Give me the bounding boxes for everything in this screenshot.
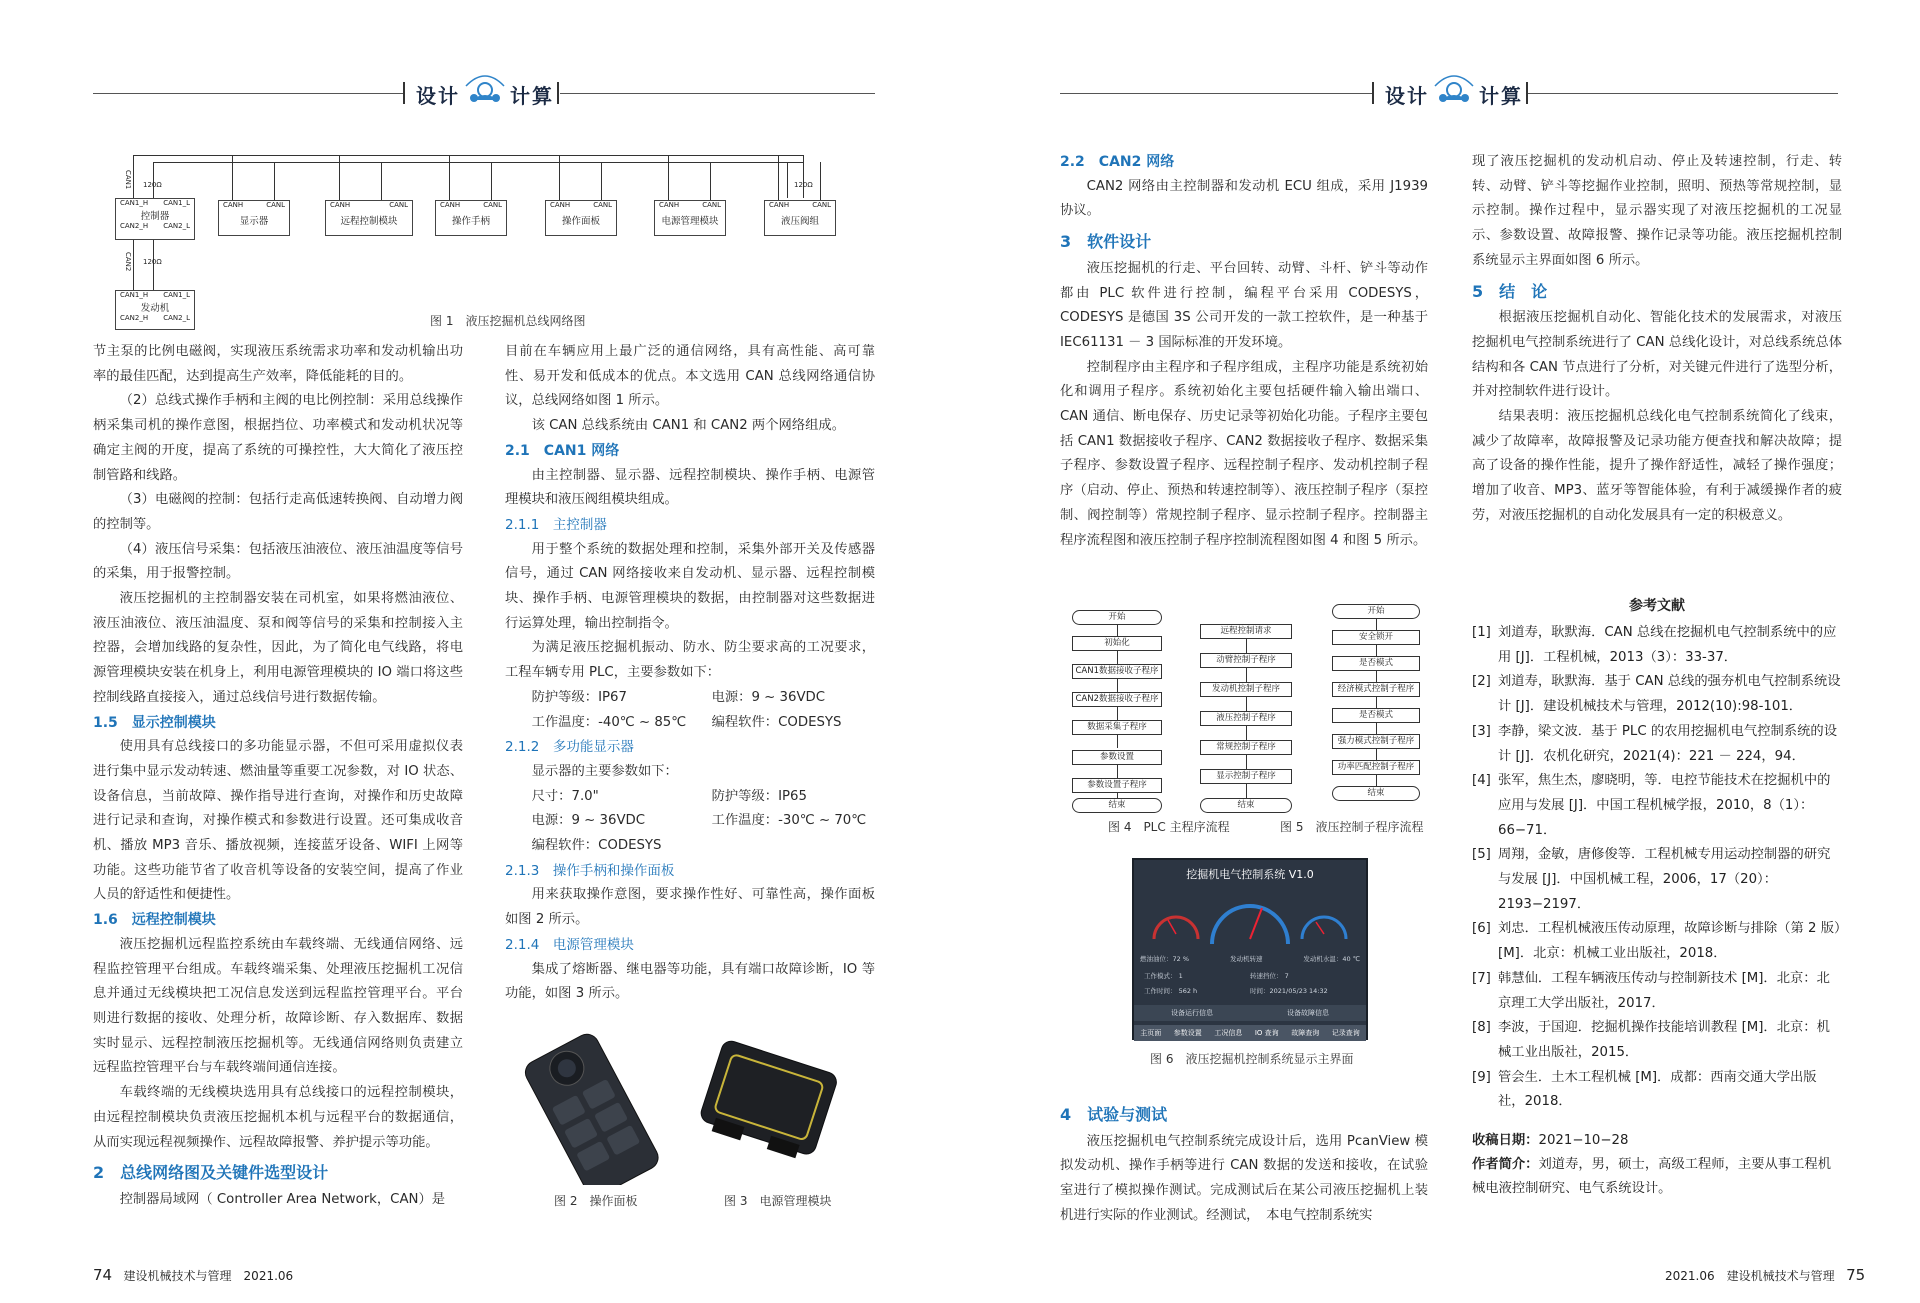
- port-label: CAN2_H: [120, 222, 149, 230]
- paragraph: 液压挖掘机远程监控系统由车载终端、无线通信网络、远程监控管理平台组成。车载终端采集、处理液压挖掘机工况信息并通过无线模块把工况信息发送到远程监控管理平台。平台则进行数据的接收、处理分析，故障诊断、存入数据库、数据实时显示、远程控制液压挖掘机等。无线通信网络则负责建立远程监控管理平台与车载终端间通信连接。: [93, 936, 463, 1076]
- process-step: 远程控制请求: [1200, 624, 1292, 639]
- parameter: 电源：9 ~ 36VDC: [531, 813, 646, 829]
- author-bio: [1472, 1153, 1842, 1201]
- flow-arrow: [1246, 726, 1247, 740]
- tab-device-running-info[interactable]: 设备运行信息: [1171, 1009, 1213, 1017]
- port-label: CANL: [389, 201, 408, 209]
- engine-label: 发动机: [140, 303, 170, 314]
- can-node-label: 操作面板: [561, 216, 600, 227]
- can-node: [545, 200, 617, 236]
- port-label: CAN1_L: [163, 199, 190, 207]
- parameter-row: [505, 785, 875, 810]
- info-row: 工作模式： 1: [1144, 972, 1183, 980]
- paragraph: 控制器局域网（ Controller Area Network，CAN）是: [119, 1191, 446, 1207]
- figure-1-caption: 图 1 液压挖掘机总线网络图: [430, 314, 586, 328]
- left-column-2: [505, 340, 875, 1007]
- paragraph: 目前在车辆应用上最广泛的通信网络，具有高性能、高可靠性、易开发和低成本的优点。本文选用 CAN 总线网络通信协议，总线网络如图 1 所示。: [505, 344, 875, 409]
- right-column-2: [1472, 150, 1842, 529]
- subsubsection-heading: 2.1.2 多功能显示器: [505, 739, 634, 756]
- cloud-computing-icon: [1431, 68, 1477, 108]
- water-temp-readout: 发动机水温：40 ℃: [1303, 955, 1360, 963]
- parameter: 电源：9 ~ 36VDC: [711, 689, 826, 705]
- reference-text: 张军，焦生杰，廖晓明，等．电控节能技术在挖掘机中的应用与发展 [J]．中国工程机械学报，2010，8（1）：66−71．: [1498, 773, 1831, 838]
- bus-drop: [601, 162, 602, 200]
- process-step: 是否模式: [1332, 708, 1420, 723]
- flow-arrow: [1117, 707, 1118, 720]
- rpm-readout: 发动机转速: [1229, 955, 1263, 963]
- port-label: CAN1_H: [120, 291, 149, 299]
- paragraph: （4）液压信号采集：包括液压油液位、液压油温度等信号的采集，用于报警控制。: [93, 541, 463, 582]
- reference-text: 韩慧仙．工程车辆液压传动与控制新技术 [M]．北京：北京理工大学出版社，2017．: [1498, 970, 1830, 1011]
- journal-name: 建设机械技术与管理 2021.06: [123, 1269, 294, 1283]
- paragraph: 为满足液压挖掘机振动、防水、防尘要求高的工况要求，工程车辆专用 PLC，主要参数如下：: [505, 640, 875, 681]
- can-node: [654, 200, 726, 236]
- can-node-label: 显示器: [239, 216, 269, 227]
- reference-number: [1]: [1472, 625, 1491, 640]
- port-label: CANL: [812, 201, 831, 209]
- flow-arrow: [1376, 775, 1377, 786]
- can-node: [218, 200, 290, 236]
- process-step: 功率匹配控制子程序: [1332, 760, 1420, 775]
- terminal: 结束: [1332, 786, 1420, 801]
- operation-panel-image: [520, 1015, 680, 1185]
- figure-5-caption: 图 5 液压控制子程序流程: [1280, 820, 1424, 834]
- tab-working-conditions[interactable]: 工况信息: [1214, 1029, 1243, 1037]
- terminal: 开始: [1332, 604, 1420, 619]
- paragraph: 集成了熔断器、继电器等功能，具有端口故障诊断，IO 等功能，如图 3 所示。: [505, 961, 875, 1002]
- reference-number: [5]: [1472, 847, 1491, 863]
- can1-l-bus: [153, 162, 803, 163]
- subsubsection-heading: 2.1.1 主控制器: [505, 516, 607, 533]
- reference-item: [1472, 1066, 1842, 1115]
- header-rule: [560, 93, 875, 94]
- figure-2-caption: 图 2 操作面板: [554, 1194, 638, 1208]
- paragraph: 编程软件：CODESYS: [531, 838, 662, 854]
- bus-drop: [133, 155, 134, 198]
- references-section: [1472, 595, 1842, 1201]
- paragraph: 节主泵的比例电磁阀，实现液压系统需求功率和发动机输出功率的最佳匹配，达到提高生产效率，降低能耗的目的。: [93, 344, 463, 384]
- references-list: [1472, 621, 1842, 1115]
- can2-line: [133, 240, 134, 290]
- parameter-row: [505, 809, 875, 834]
- info-row: 转速挡位： 7: [1250, 972, 1289, 980]
- page-number: 74: [93, 1266, 113, 1284]
- port-label: CANL: [483, 201, 502, 209]
- flow-arrow: [1117, 679, 1118, 692]
- process-step: 常规控制子程序: [1200, 740, 1292, 755]
- terminal: 结束: [1072, 798, 1162, 813]
- right-footer: [1665, 1266, 1865, 1284]
- process-step: 安全锁开: [1332, 630, 1420, 645]
- figure-4-caption: 图 4 PLC 主程序流程: [1108, 820, 1230, 834]
- reference-item: [1472, 917, 1842, 966]
- screen-title: 挖掘机电气控制系统 V1.0: [1186, 868, 1314, 881]
- header-title-design: 设计: [416, 84, 460, 108]
- reference-number: [8]: [1472, 1020, 1491, 1036]
- process-step: 动臂控制子程序: [1200, 653, 1292, 668]
- section-heading: 3 软件设计: [1060, 232, 1152, 252]
- reference-number: [9]: [1472, 1069, 1491, 1085]
- received-date: [1472, 1129, 1842, 1153]
- paragraph: CAN2 网络由主控制器和发动机 ECU 组成，采用 J1939 协议。: [1060, 178, 1428, 219]
- port-label: CANH: [440, 201, 461, 209]
- process-step: 参数设置: [1072, 750, 1162, 765]
- flow-arrow: [1246, 755, 1247, 769]
- received-label: 收稿日期：: [1472, 1133, 1539, 1149]
- bus-drop: [339, 155, 340, 200]
- port-label: CAN2_L: [163, 314, 190, 322]
- resistor-label: 120Ω: [143, 181, 162, 189]
- bus-drop: [153, 162, 154, 198]
- controller-node: [115, 198, 195, 240]
- can-node: [764, 200, 836, 236]
- reference-number: [3]: [1472, 723, 1491, 739]
- bus-drop: [449, 155, 450, 200]
- port-label: CANL: [702, 201, 721, 209]
- process-step: CAN1数据接收子程序: [1072, 664, 1162, 679]
- parameter: 工作温度：-40℃ ~ 85℃: [531, 714, 687, 730]
- parameter: 尺寸：7.0": [531, 788, 599, 804]
- paragraph: 用于整个系统的数据处理和控制，采集外部开关及传感器信号，通过 CAN 网络接收来自发动机、显示器、远程控制模块、操作手柄、电源管理模块的数据，由控制器对这些数据进行运算处理，输出控制指令。: [505, 541, 875, 631]
- bus-drop: [381, 162, 382, 200]
- header-rule: [1528, 93, 1838, 94]
- process-step: 是否模式: [1332, 656, 1420, 671]
- port-label: CANL: [266, 201, 285, 209]
- paragraph: 现了液压挖掘机的发动机启动、停止及转速控制，行走、转转、动臂、铲斗等挖掘作业控制，照明、预热等常规控制，显示控制。操作过程中，显示器实现了对液压挖掘机的工况显示、参数设置、故障报警、操作记录等功能。液压挖掘机控制系统显示主界面如图 6 所示。: [1472, 154, 1842, 268]
- can-node-label: 操作手柄: [451, 216, 490, 227]
- right-column-1: [1060, 150, 1428, 553]
- can-node: [435, 200, 507, 236]
- reference-text: 刘道寿，耿默海．CAN 总线在挖掘机电气控制系统中的应用 [J]．工程机械，2013（3）：33-37．: [1498, 625, 1837, 665]
- info-row: 时间：2021/05/23 14:32: [1250, 987, 1328, 995]
- reference-item: [1472, 1016, 1842, 1065]
- bus-drop: [491, 162, 492, 200]
- engine-node: [115, 290, 195, 330]
- tab-parameter-settings[interactable]: 参数设置: [1173, 1029, 1202, 1037]
- fuel-readout: 燃油油位：72 %: [1140, 955, 1190, 963]
- can-node-label: 远程控制模块: [340, 216, 398, 227]
- paragraph: 由主控制器、显示器、远程控制模块、操作手柄、电源管理模块和液压阀组模块组成。: [505, 467, 875, 508]
- flow-arrow: [1117, 735, 1118, 748]
- port-label: CAN2_H: [120, 314, 149, 322]
- bus-drop: [559, 155, 560, 200]
- info-row: 工作时间： 562 h: [1144, 987, 1198, 995]
- header-tick: [557, 82, 559, 104]
- author-label: 作者简介：: [1472, 1157, 1539, 1173]
- resistor-label: 120Ω: [794, 181, 813, 189]
- port-label: CANH: [330, 201, 351, 209]
- paragraph: 用来获取操作意图，要求操作性好、可靠性高，操作面板如图 2 所示。: [505, 887, 875, 928]
- tab-io-query[interactable]: IO 查询: [1254, 1029, 1279, 1037]
- process-step: 发动机控制子程序: [1200, 682, 1292, 697]
- power-management-module-image: [688, 1035, 848, 1165]
- bus-drop: [710, 162, 711, 200]
- bus-drop: [668, 155, 669, 200]
- bus-drop: [803, 155, 804, 198]
- left-footer: [93, 1266, 293, 1284]
- flow-arrow: [1376, 671, 1377, 682]
- can1-label: CAN1: [124, 170, 132, 190]
- subsection-heading: 1.6 远程控制模块: [93, 912, 216, 929]
- can1-h-bus: [133, 155, 803, 156]
- controller-label: 控制器: [140, 211, 170, 222]
- parameter: 编程软件：CODESYS: [711, 714, 842, 730]
- process-step: 经济模式控制子程序: [1332, 682, 1420, 697]
- paragraph: （3）电磁阀的控制：包括行走高低速转换阀、自动增力阀的控制等。: [93, 492, 463, 532]
- flow-arrow: [1376, 645, 1377, 656]
- flow-arrow: [1117, 651, 1118, 664]
- tab-fault-query[interactable]: 故障查询: [1291, 1029, 1320, 1037]
- can2-label: CAN2: [124, 252, 132, 272]
- header-tick: [1526, 82, 1528, 104]
- process-step: 数据采集子程序: [1072, 720, 1162, 735]
- process-step: 参数设置子程序: [1072, 778, 1162, 793]
- section-heading: 2 总线网络图及关键件选型设计: [93, 1163, 329, 1183]
- reference-number: [4]: [1472, 773, 1491, 789]
- process-step: CAN2数据接收子程序: [1072, 692, 1162, 707]
- reference-text: 刘忠．工程机械液压传动原理，故障诊断与排除（第 2 版）[M]．北京：机械工业出版社，2018．: [1498, 921, 1841, 962]
- flow-arrow: [1246, 697, 1247, 711]
- process-step: 初始化: [1072, 636, 1162, 651]
- paragraph: 使用具有总线接口的多功能显示器，不但可采用虚拟仪表进行集中显示发动转速、燃油量等重要工况参数，对 IO 状态、设备信息，当前故障、操作指导进行查询，对操作和历史故障进行记录和查询，对操作模式和参数进行设置。还可集成收音机、播放 MP3 音乐、播放视频，连接蓝牙设备、WIFI 上网等功能。这些功能节省了收音机等设备的安装空间，提高了作业人员的舒适性和便捷性。: [93, 739, 463, 903]
- references-title: 参考文献: [1629, 598, 1685, 614]
- reference-number: [7]: [1472, 970, 1491, 986]
- received-value: 2021−10−28: [1538, 1133, 1629, 1149]
- paragraph: （2）总线式操作手柄和主阀的电比例控制：采用总线操作柄采集司机的操作意图，根据挡位、功率模式和发动机状况等确定主阀的开度，提高了系统的可操控性，大大简化了液压控制管路和线路。: [93, 393, 463, 483]
- tab-device-fault-info[interactable]: 设备故障信息: [1287, 1009, 1329, 1017]
- header-tick: [403, 82, 405, 104]
- can-node-label: 电源管理模块: [661, 216, 719, 227]
- resistor-label: 120Ω: [143, 258, 162, 266]
- port-label: CANH: [659, 201, 680, 209]
- reference-number: [2]: [1472, 674, 1491, 690]
- port-label: CAN1_L: [163, 291, 190, 299]
- subsubsection-heading: 2.1.4 电源管理模块: [505, 936, 634, 953]
- process-step: 强力模式控制子程序: [1332, 734, 1420, 749]
- reference-text: 周翔，金敏，唐修俊等．工程机械专用运动控制器的研究与发展 [J]．中国机械工程，2006，17（20）：2193−2197．: [1498, 847, 1831, 912]
- reference-text: 管会生．土木工程机械 [M]．成都：西南交通大学出版社，2018．: [1498, 1069, 1817, 1110]
- reference-item: [1472, 670, 1842, 719]
- paragraph: 液压挖掘机的主控制器安装在司机室，如果将燃油液位、液压油液位、液压油温度、泵和阀等信号的采集和控制接入主控器，会增加线路的复杂性，因此，为了简化电气线路，将电源管理模块安装在机身上，利用电源管理模块的 IO 端口将这些控制线路直接接入，通过总线信号进行数据传输。: [93, 591, 463, 705]
- terminal: 结束: [1200, 798, 1292, 813]
- flow-arrow: [1376, 723, 1377, 734]
- section-heading: 5 结 论: [1472, 281, 1548, 301]
- flow-arrow: [1246, 784, 1247, 798]
- bus-drop: [232, 155, 233, 200]
- subsection-heading: 2.2 CAN2 网络: [1060, 154, 1175, 170]
- reference-item: [1472, 843, 1842, 917]
- bus-drop: [820, 162, 821, 200]
- bus-drop: [778, 155, 779, 200]
- terminal: 开始: [1072, 610, 1162, 625]
- author-value: 刘道寿，男，硕士，高级工程师，主要从事工程机械电液控制研究、电气系统设计。: [1472, 1157, 1832, 1197]
- reference-number: [6]: [1472, 921, 1491, 937]
- reference-text: 李波，于国迎．挖掘机操作技能培训教程 [M]．北京：机械工业出版社，2015．: [1498, 1020, 1830, 1060]
- flow-arrow: [1376, 697, 1377, 708]
- parameter-row: [505, 711, 875, 736]
- port-label: CANL: [593, 201, 612, 209]
- subsection-heading: 2.1 CAN1 网络: [505, 442, 620, 459]
- cloud-computing-icon: [462, 68, 508, 108]
- header-rule: [1060, 93, 1372, 94]
- process-step: 显示控制子程序: [1200, 769, 1292, 784]
- journal-name: 2021.06 建设机械技术与管理: [1665, 1269, 1835, 1283]
- subsubsection-heading: 2.1.3 操作手柄和操作面板: [505, 862, 675, 879]
- subsection-heading: 1.5 显示控制模块: [93, 714, 216, 731]
- reference-text: 刘道寿，耿默海．基于 CAN 总线的强夯机电气控制系统设计 [J]．建设机械技术与管理，2012(10):98-101．: [1498, 674, 1841, 715]
- process-step: 液压控制子程序: [1200, 711, 1292, 726]
- header-tick: [1372, 82, 1374, 104]
- reference-item: [1472, 967, 1842, 1016]
- tab-record-query[interactable]: 记录查询: [1331, 1029, 1360, 1037]
- tab-home[interactable]: 主页面: [1140, 1029, 1162, 1037]
- parameter: 防护等级：IP65: [711, 788, 807, 804]
- header-title-compute: 计算: [510, 84, 554, 108]
- flow-arrow: [1117, 765, 1118, 778]
- control-system-screen: [1132, 858, 1368, 1040]
- header-title-design: 设计: [1385, 84, 1429, 108]
- can-node-label: 液压阀组: [780, 216, 819, 227]
- paragraph: 液压挖掘机的行走、平台回转、动臂、斗杆、铲斗等动作都由 PLC 软件进行控制，编程平台采用 CODESYS，CODESYS 是德国 3S 公司开发的一款工控软件，是一种基于 IEC61131 － 3 国际标准的开发环境。: [1060, 260, 1428, 350]
- section-heading: 4 试验与测试: [1060, 1105, 1168, 1124]
- flow-arrow: [1376, 619, 1377, 630]
- figure-3-caption: 图 3 电源管理模块: [724, 1194, 832, 1208]
- paragraph: 控制程序由主程序和子程序组成，主程序功能是系统初始化和调用子程序。系统初始化主要包括硬件输入输出端口、CAN 通信、断电保存、历史记录等初始化功能。子程序主要包括 CAN1 数据接收子程序、CAN2 数据接收子程序、数据采集子程序、参数设置子程序、远程控制子程序、发动机控制子程序（启动、停止、预热和转速控制等）、液压控制子程序（泵控制、阀控制等）常规控制子程序、显示控制子程序。控制器主程序流程图和液压控制子程序控制流程图如图 4 和图 5 所示。: [1060, 359, 1428, 548]
- port-label: CANH: [550, 201, 571, 209]
- parameter: 工作温度：-30℃ ~ 70℃: [711, 813, 867, 829]
- port-label: CANH: [769, 201, 790, 209]
- paragraph: 车载终端的无线模块选用具有总线接口的远程控制模块，由远程控制模块负责液压挖掘机本机与远程平台的数据通信，从而实现远程视频操作、远程故障报警、养护提示等功能。: [93, 1085, 463, 1150]
- right-column-1-bottom: [1060, 1097, 1428, 1229]
- paragraph: 根据液压挖掘机自动化、智能化技术的发展需求，对液压挖掘机电气控制系统进行了 CAN 总线化设计，对总线系统总体结构和各 CAN 节点进行了分析，对关键元件进行了选型分析，并对控制软件进行设计。: [1472, 310, 1842, 400]
- header-rule: [93, 93, 403, 94]
- flow-arrow: [1376, 749, 1377, 760]
- paragraph: 液压挖掘机电气控制系统完成设计后，选用 PcanView 模拟发动机、操作手柄等进行 CAN 数据的发送和接收，在试验室进行了模拟操作测试。完成测试后在某公司液压挖掘机上装机进行实际的作业测试。经测试， 本电气控制系统实: [1060, 1133, 1428, 1223]
- left-column-1: [93, 340, 463, 1213]
- bus-drop: [274, 162, 275, 200]
- paragraph: 结果表明：液压挖掘机总线化电气控制系统简化了线束，减少了故障率，故障报警及记录功能方便查找和解决故障；提高了设备的操作性能，提升了操作舒适性，减轻了操作强度；增加了收音、MP3、蓝牙等智能体验，有利于减缓操作者的疲劳，对液压挖掘机的自动化发展具有一定的积极意义。: [1472, 409, 1842, 523]
- figure-6-caption: 图 6 液压挖掘机控制系统显示主界面: [1150, 1052, 1354, 1066]
- port-label: CAN1_H: [120, 199, 149, 207]
- parameter-row: [505, 686, 875, 711]
- can-node: [325, 200, 413, 236]
- reference-item: [1472, 769, 1842, 843]
- flow-arrow: [1246, 668, 1247, 682]
- header-title-compute: 计算: [1479, 84, 1523, 108]
- paragraph: 显示器的主要参数如下：: [531, 763, 678, 779]
- bus-drop: [787, 162, 788, 198]
- gauge-cluster: [1134, 884, 1366, 954]
- port-label: CANH: [223, 201, 244, 209]
- page-number: 75: [1846, 1266, 1866, 1284]
- paragraph: 该 CAN 总线系统由 CAN1 和 CAN2 两个网络组成。: [531, 418, 846, 434]
- reference-item: [1472, 621, 1842, 670]
- reference-item: [1472, 720, 1842, 769]
- port-label: CAN2_L: [163, 222, 190, 230]
- flow-arrow: [1246, 639, 1247, 653]
- parameter: 防护等级：IP67: [531, 689, 627, 705]
- reference-text: 李静，梁文波．基于 PLC 的农用挖掘机电气控制系统的设计 [J]．农机化研究，2021(4)：221 － 224，94．: [1498, 723, 1837, 764]
